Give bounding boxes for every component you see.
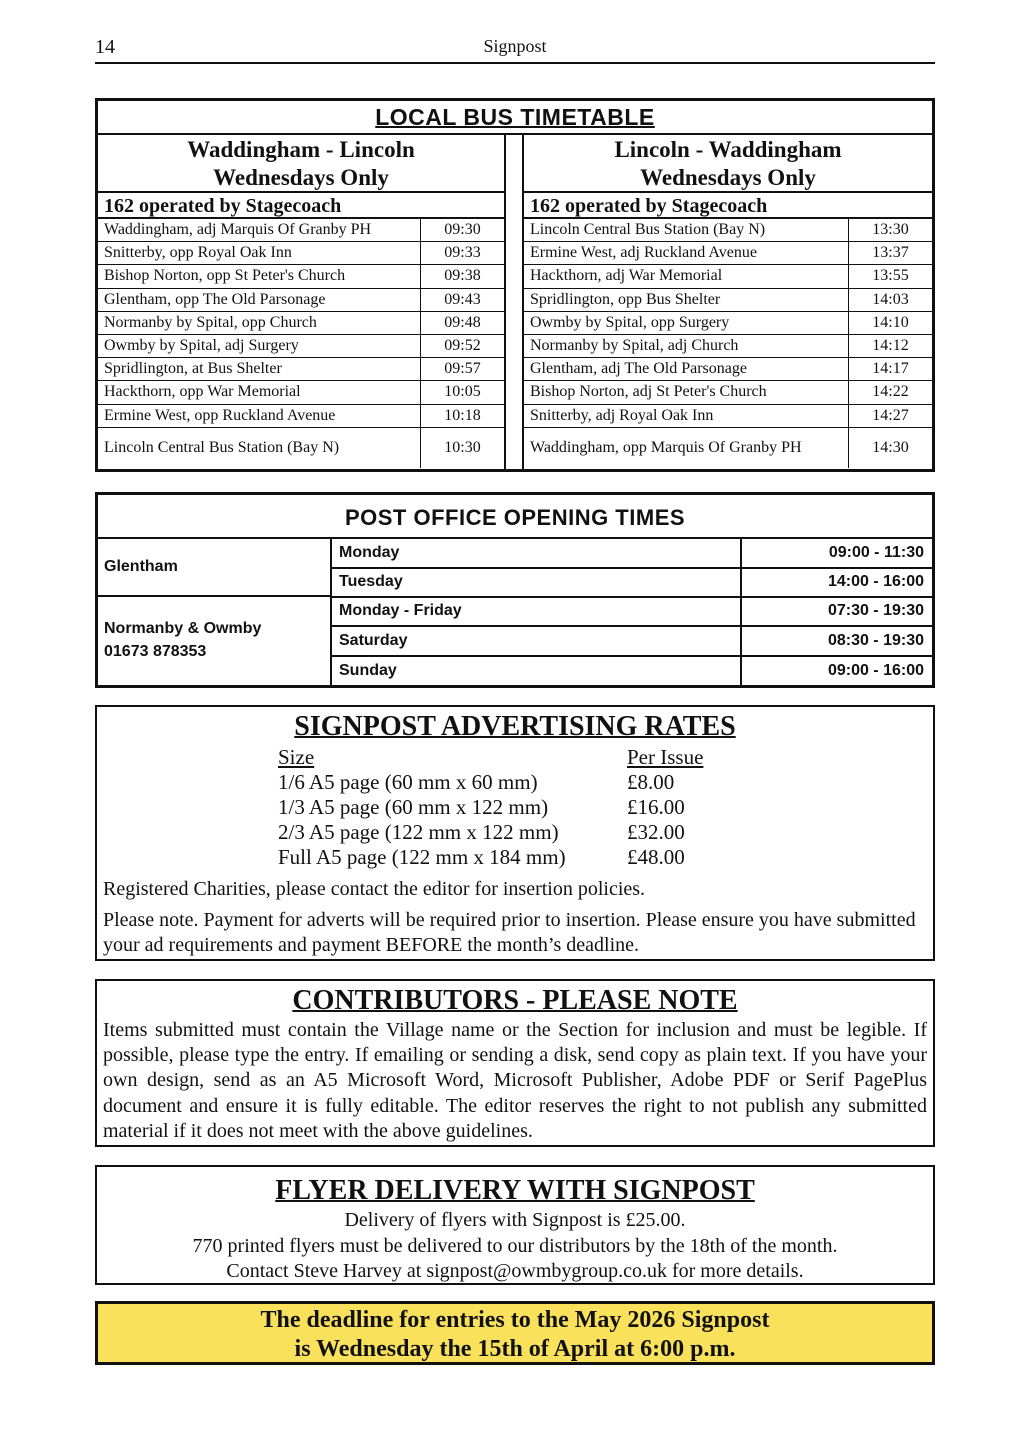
table-row — [524, 219, 932, 242]
table-row — [278, 770, 738, 795]
return-operator: 162 operated by Stagecoach — [524, 193, 932, 219]
stop-name: Lincoln Central Bus Station (Bay N) — [104, 438, 340, 456]
page-number: 14 — [95, 36, 115, 58]
stop-name: Owmby by Spital, opp Surgery — [530, 313, 730, 331]
opening-hours: 09:00 - 11:30 — [828, 544, 924, 561]
table-row — [98, 381, 504, 404]
stop-name: Bishop Norton, opp St Peter's Church — [104, 267, 346, 285]
opening-hours: 14:00 - 16:00 — [827, 573, 924, 590]
stop-time: 09:30 — [420, 219, 504, 241]
outbound-route-days: Wednesdays Only — [213, 165, 389, 190]
branch-normanby — [98, 597, 332, 685]
stop-time: 09:48 — [420, 312, 504, 334]
stop-name: Normanby by Spital, adj Church — [530, 336, 739, 354]
table-row — [278, 795, 738, 820]
ad-price: £48.00 — [627, 845, 685, 869]
return-route-heading — [524, 135, 932, 193]
stop-name: Ermine West, adj Ruckland Avenue — [530, 244, 757, 262]
branch-name: Normanby & Owmby — [104, 620, 262, 637]
advertising-rates — [95, 705, 935, 961]
stop-time: 14:27 — [848, 405, 932, 427]
contributors-note — [95, 979, 935, 1147]
outbound-route-heading — [98, 135, 504, 193]
table-row — [332, 539, 932, 569]
opening-hours: 07:30 - 19:30 — [827, 602, 924, 619]
table-row — [524, 405, 932, 428]
publication-name: Signpost — [483, 36, 547, 56]
stop-time: 13:55 — [848, 265, 932, 287]
payment-note: Please note. Payment for adverts will be required prior to insertion. Please ensure you have submitted your ad requirements and payment BEFORE the month’s deadline. — [103, 909, 916, 956]
deadline-line-2: is Wednesday the 15th of April at 6:00 p.m. — [294, 1336, 736, 1362]
stop-name: Bishop Norton, adj St Peter's Church — [530, 383, 767, 401]
table-row — [98, 265, 504, 288]
table-row — [332, 627, 932, 657]
stop-name: Snitterby, opp Royal Oak Inn — [104, 244, 292, 262]
table-row — [524, 312, 932, 335]
stop-time: 14:22 — [848, 381, 932, 403]
stop-name: Hackthorn, opp War Memorial — [104, 383, 301, 401]
ad-size: Full A5 page (122 mm x 184 mm) — [278, 845, 566, 869]
table-row — [278, 820, 738, 845]
bus-timetable — [95, 98, 935, 472]
opening-hours: 09:00 - 16:00 — [827, 662, 924, 679]
table-row — [278, 845, 738, 870]
opening-day: Sunday — [332, 657, 742, 685]
bus-timetable-title: LOCAL BUS TIMETABLE — [98, 101, 932, 135]
table-row — [524, 335, 932, 358]
table-row — [524, 289, 932, 312]
stop-time: 14:03 — [848, 289, 932, 311]
table-row — [524, 242, 932, 265]
flyer-delivery — [95, 1165, 935, 1285]
stop-time: 09:38 — [420, 265, 504, 287]
stop-time: 09:57 — [420, 358, 504, 380]
page-header — [95, 30, 935, 64]
flyer-contact: Contact Steve Harvey at signpost@owmbygroup.co.uk for more details. — [226, 1260, 804, 1282]
opening-hours: 08:30 - 19:30 — [827, 632, 924, 649]
stop-time: 10:18 — [420, 405, 504, 427]
outbound-route-name: Waddingham - Lincoln — [187, 137, 415, 162]
charities-note: Registered Charities, please contact the editor for insertion policies. — [103, 878, 646, 900]
table-row — [98, 428, 504, 468]
table-row — [98, 358, 504, 381]
ad-price: £16.00 — [627, 795, 685, 819]
size-header: Size — [278, 745, 315, 769]
stop-time: 10:30 — [420, 428, 504, 468]
ad-size: 2/3 A5 page (122 mm x 122 mm) — [278, 820, 559, 844]
ad-price: £32.00 — [627, 820, 685, 844]
stop-name: Hackthorn, adj War Memorial — [530, 267, 723, 285]
outbound-operator: 162 operated by Stagecoach — [98, 193, 504, 219]
table-row — [98, 219, 504, 242]
opening-day: Tuesday — [332, 568, 742, 596]
return-timetable — [522, 135, 932, 469]
table-row — [524, 428, 932, 468]
stop-time: 14:12 — [848, 335, 932, 357]
outbound-timetable — [98, 135, 506, 469]
rates-header — [278, 745, 738, 770]
advertising-title: SIGNPOST ADVERTISING RATES — [294, 711, 736, 742]
deadline-banner — [95, 1301, 935, 1365]
stop-name: Glentham, adj The Old Parsonage — [530, 360, 747, 378]
table-row — [98, 312, 504, 335]
stop-time: 14:30 — [848, 428, 932, 468]
stop-time: 10:05 — [420, 381, 504, 403]
flyer-title: FLYER DELIVERY WITH SIGNPOST — [275, 1175, 755, 1206]
stop-time: 14:17 — [848, 358, 932, 380]
stop-time: 09:43 — [420, 289, 504, 311]
stop-time: 09:33 — [420, 242, 504, 264]
stop-name: Spridlington, at Bus Shelter — [104, 360, 282, 378]
stop-time: 09:52 — [420, 335, 504, 357]
flyer-price: Delivery of flyers with Signpost is £25.00. — [344, 1209, 686, 1231]
table-row — [524, 265, 932, 288]
table-row — [332, 657, 932, 685]
contributors-text: Items submitted must contain the Village name or the Section for inclusion and must be legible. If possible, please type the entry. If emailing or sending a disk, send copy as plain text. If you have your own design, send as an A5 Microsoft Word, Microsoft Publisher, Adobe PDF or Serif PagePlus document and ensure it is fully editable. The editor reserves the right to not publish any submitted material if it does not meet with the above guidelines. — [103, 1019, 927, 1142]
table-row — [98, 335, 504, 358]
table-row — [98, 289, 504, 312]
stop-name: Ermine West, opp Ruckland Avenue — [104, 406, 336, 424]
table-row — [98, 242, 504, 265]
rates-table — [278, 745, 738, 870]
table-row — [332, 568, 932, 598]
table-row — [98, 405, 504, 428]
branch-phone: 01673 878353 — [104, 643, 207, 660]
stop-name: Waddingham, adj Marquis Of Granby PH — [104, 221, 372, 238]
table-row — [524, 381, 932, 404]
stop-name: Normanby by Spital, opp Church — [104, 313, 317, 331]
post-office-title: POST OFFICE OPENING TIMES — [98, 495, 932, 539]
stop-time: 13:30 — [848, 219, 932, 241]
branch-glentham — [98, 539, 332, 597]
stop-name: Waddingham, opp Marquis Of Granby PH — [530, 438, 802, 456]
ad-size: 1/6 A5 page (60 mm x 60 mm) — [278, 770, 538, 794]
flyer-requirement: 770 printed flyers must be delivered to our distributors by the 18th of the month. — [192, 1234, 838, 1257]
contributors-title: CONTRIBUTORS - PLEASE NOTE — [292, 985, 738, 1016]
table-row — [524, 358, 932, 381]
stop-name: Glentham, opp The Old Parsonage — [104, 290, 326, 308]
opening-day: Saturday — [332, 627, 742, 655]
table-row — [332, 597, 932, 627]
price-header: Per Issue — [627, 745, 704, 769]
stop-time: 14:10 — [848, 312, 932, 334]
ad-price: £8.00 — [627, 770, 675, 794]
opening-day: Monday — [332, 539, 742, 567]
ad-size: 1/3 A5 page (60 mm x 122 mm) — [278, 795, 549, 819]
deadline-line-1: The deadline for entries to the May 2026 Signpost — [260, 1307, 770, 1333]
post-office-times — [95, 492, 935, 688]
branch-name: Glentham — [104, 558, 178, 575]
stop-name: Owmby by Spital, adj Surgery — [104, 336, 299, 354]
return-route-name: Lincoln - Waddingham — [614, 137, 842, 162]
stop-time: 13:37 — [848, 242, 932, 264]
stop-name: Lincoln Central Bus Station (Bay N) — [530, 221, 766, 238]
stop-name: Snitterby, adj Royal Oak Inn — [530, 406, 714, 424]
return-route-days: Wednesdays Only — [640, 165, 816, 190]
stop-name: Spridlington, opp Bus Shelter — [530, 290, 721, 308]
opening-day: Monday - Friday — [332, 597, 742, 625]
